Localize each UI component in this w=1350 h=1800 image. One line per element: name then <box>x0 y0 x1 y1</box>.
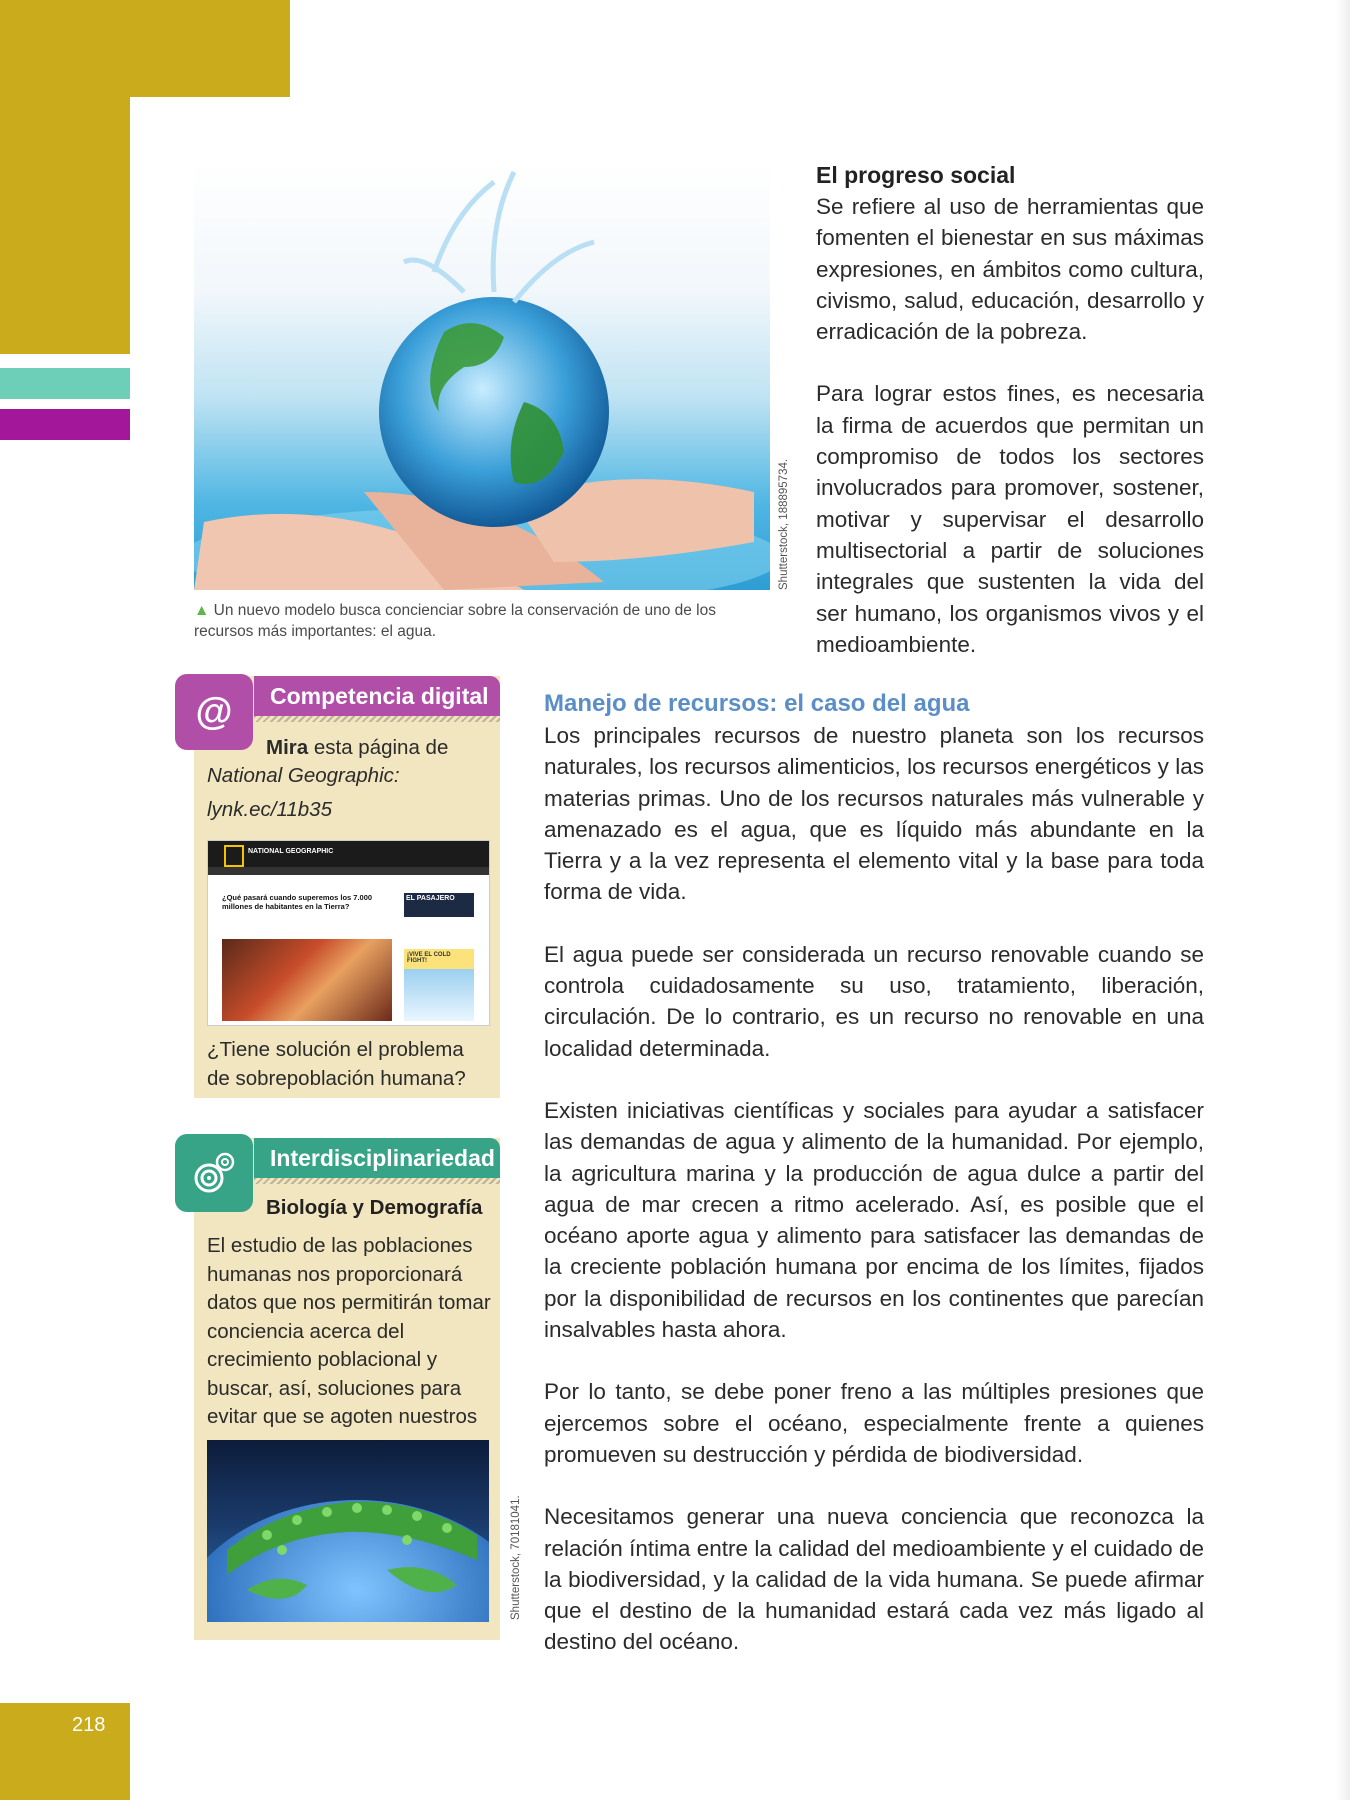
paragraph: Para lograr estos fines, es necesaria la firma de acuerdos que permitan un compromiso de todos los sectores involucrados para promover, sostener, motivar y supervisar el desarrollo multisectorial a partir de soluciones integrales que sustenten la vida del ser humano, los organismos vivos y el medioambiente. <box>816 381 1204 657</box>
box-title: Interdisciplinariedad <box>270 1145 495 1171</box>
site-nav-bar <box>208 867 489 875</box>
site-logo: NATIONAL GEOGRAPHIC <box>248 848 334 855</box>
top-left-color-block <box>0 0 290 97</box>
header-hatch <box>254 1178 500 1184</box>
instruction-line <box>266 734 496 763</box>
manejo-recursos-section <box>544 688 1204 1658</box>
magenta-stripe <box>0 409 130 440</box>
paragraph: El agua puede ser considerada un recurso renovable cuando se controla cuidadosamente su uso, tratamiento, liberación, circulación. De lo contrario, es un recurso no renovable en una localidad determinada. <box>544 941 1204 1061</box>
site-header-bar <box>208 841 489 867</box>
page-number-block <box>0 1703 130 1800</box>
photo-credit: Shutterstock, 188895734. <box>778 458 790 590</box>
section-heading: Manejo de recursos: el caso del agua <box>544 690 970 717</box>
at-icon: @ <box>175 674 253 750</box>
paragraph: Por lo tanto, se debe poner freno a las múltiples presiones que ejercemos sobre el océano, especialmente frente a quienes promueven su destrucción y pérdida de biodiversidad. <box>544 1379 1204 1467</box>
teal-stripe <box>0 368 130 399</box>
caption-text: Un nuevo modelo busca concienciar sobre la conservación de uno de los recursos más importantes: el agua. <box>194 602 716 640</box>
photo-credit: Shutterstock, 70181041. <box>510 1495 522 1620</box>
page-number: 218 <box>72 1714 106 1736</box>
yellow-logo-frame <box>224 845 244 867</box>
question-text: ¿Tiene solución el problema de sobrepoblación humana? <box>207 1038 466 1090</box>
site-ad <box>404 949 474 1021</box>
section-title: El progreso social <box>816 162 1016 188</box>
water-globe-photo <box>194 162 770 590</box>
population-globe-photo <box>207 1440 489 1622</box>
website-screenshot <box>207 840 490 1026</box>
box-title: Competencia digital <box>270 683 489 709</box>
site-crowd-photo <box>222 939 392 1021</box>
concentric-circles-icon <box>175 1134 253 1212</box>
site-ad-text: ¡VIVE EL COLD FIGHT! <box>407 952 451 964</box>
instruction-rest: esta página de <box>308 736 449 759</box>
instruction-bold: Mira <box>266 736 309 759</box>
triangle-bullet-icon: ▲ <box>194 602 210 619</box>
paragraph: Se refiere al uso de herramientas que fomenten el bienestar en sus máximas expresiones, en ámbitos como cultura, civismo, salud, educación, desarrollo y erradicación de la pobreza. <box>816 194 1204 345</box>
page-edge-shadow <box>1336 0 1350 1800</box>
header-hatch <box>254 716 500 722</box>
box-body-text: El estudio de las poblaciones humanas nos proporcionará datos que nos permitirán tomar conciencia acerca del crecimiento poblacional y buscar, así, soluciones para evitar que se agoten nuestros <box>207 1234 491 1428</box>
photo-caption <box>194 600 774 642</box>
progreso-social-section <box>816 160 1204 660</box>
source-name: National Geographic: <box>207 764 400 787</box>
left-color-bar <box>0 97 130 354</box>
interdisciplinariedad-box <box>194 1138 500 1640</box>
box-subtitle: Biología y Demografía <box>266 1196 483 1219</box>
site-headline: ¿Qué pasará cuando superemos los 7.000 millones de habitantes en la Tierra? <box>222 893 373 911</box>
site-side-label: EL PASAJERO <box>404 893 474 917</box>
paragraph: Necesitamos generar una nueva conciencia que reconozca la relación íntima entre la calidad del medioambiente y el cuidado de la biodiversidad, y la calidad de la vida humana. Se puede afirmar que el destino de la humanidad estará cada vez más ligado al destino del océano. <box>544 1504 1204 1655</box>
paragraph: Existen iniciativas científicas y sociales para ayudar a satisfacer las demandas de agua y alimento de la humanidad. Por ejemplo, la agricultura marina y la producción de agua dulce a partir del agua de mar crecen a ritmo acelerado. Así, es posible que el océano aporte agua y alimento para satisfacer las demandas de la creciente población humana por encima de los límites, fijados por la disponibilidad de recursos en los continentes que parecían insalvables hasta ahora. <box>544 1097 1204 1343</box>
link-text[interactable]: lynk.ec/11b35 <box>207 798 332 821</box>
paragraph: Los principales recursos de nuestro planeta son los recursos naturales, los recursos alimenticios, los recursos energéticos y las materias primas. Uno de los recursos naturales más vulnerable y amenazado es el agua, que es líquido más abundante en la Tierra y a la vez representa el elemento vital y la base para toda forma de vida. <box>544 723 1204 905</box>
